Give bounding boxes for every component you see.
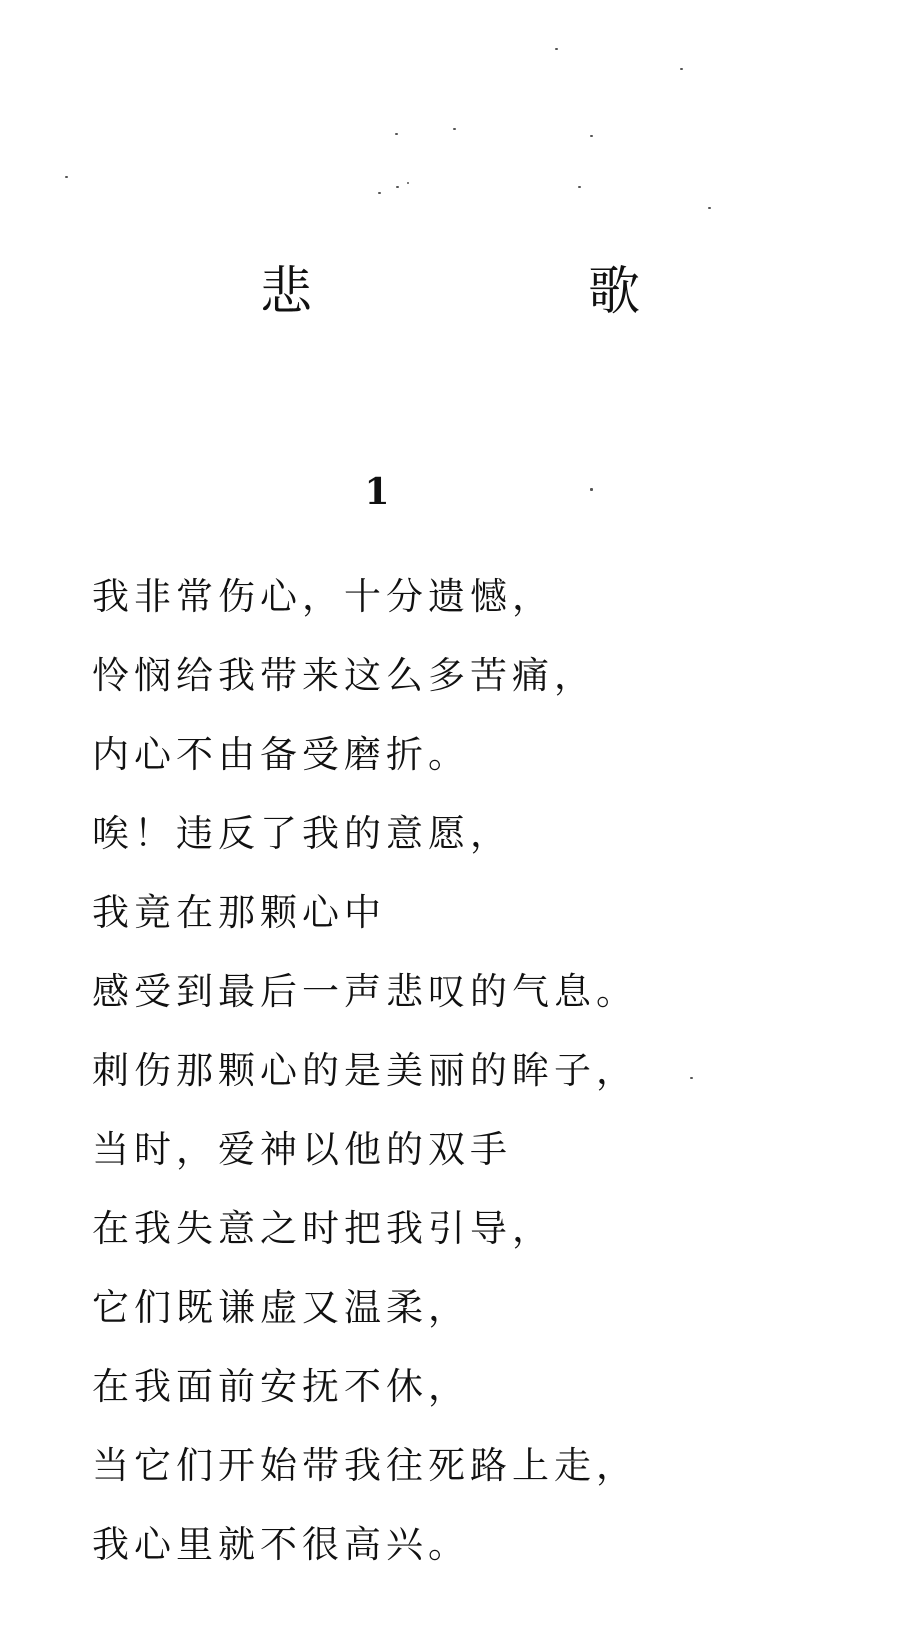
poem-line: 我心里就不很高兴。	[92, 1523, 470, 1566]
scan-speck	[708, 207, 711, 209]
scan-speck	[395, 133, 398, 135]
poem-line: 在我面前安抚不休，	[92, 1365, 470, 1408]
poem-line: 内心不由备受磨折。	[92, 733, 470, 776]
poem-line: 感受到最后一声悲叹的气息。	[92, 970, 638, 1013]
scan-speck	[680, 68, 683, 70]
scan-speck	[578, 186, 581, 188]
poem-line: 唉！违反了我的意愿，	[92, 812, 512, 855]
poem-body	[92, 572, 852, 1599]
section-number: 1	[364, 471, 390, 513]
poem-line: 在我失意之时把我引导，	[92, 1207, 554, 1250]
scan-speck	[590, 135, 593, 137]
poem-line: 当时，爱神以他的双手	[92, 1128, 512, 1171]
scan-speck	[590, 488, 593, 491]
poem-line: 我竟在那颗心中	[92, 891, 386, 934]
scan-speck	[396, 186, 399, 188]
poem-line: 我非常伤心，十分遗憾，	[92, 575, 554, 618]
scan-speck	[65, 176, 68, 178]
scan-speck	[407, 182, 409, 184]
poem-line: 怜悯给我带来这么多苦痛，	[92, 654, 596, 697]
poem-line: 它们既谦虚又温柔，	[92, 1286, 470, 1329]
scan-speck	[555, 48, 558, 50]
scan-speck	[378, 192, 381, 194]
poem-line: 当它们开始带我往死路上走，	[92, 1444, 638, 1487]
poem-title: 悲 歌	[259, 262, 752, 322]
poem-line: 刺伤那颗心的是美丽的眸子，	[92, 1049, 638, 1092]
scan-speck	[453, 128, 456, 130]
